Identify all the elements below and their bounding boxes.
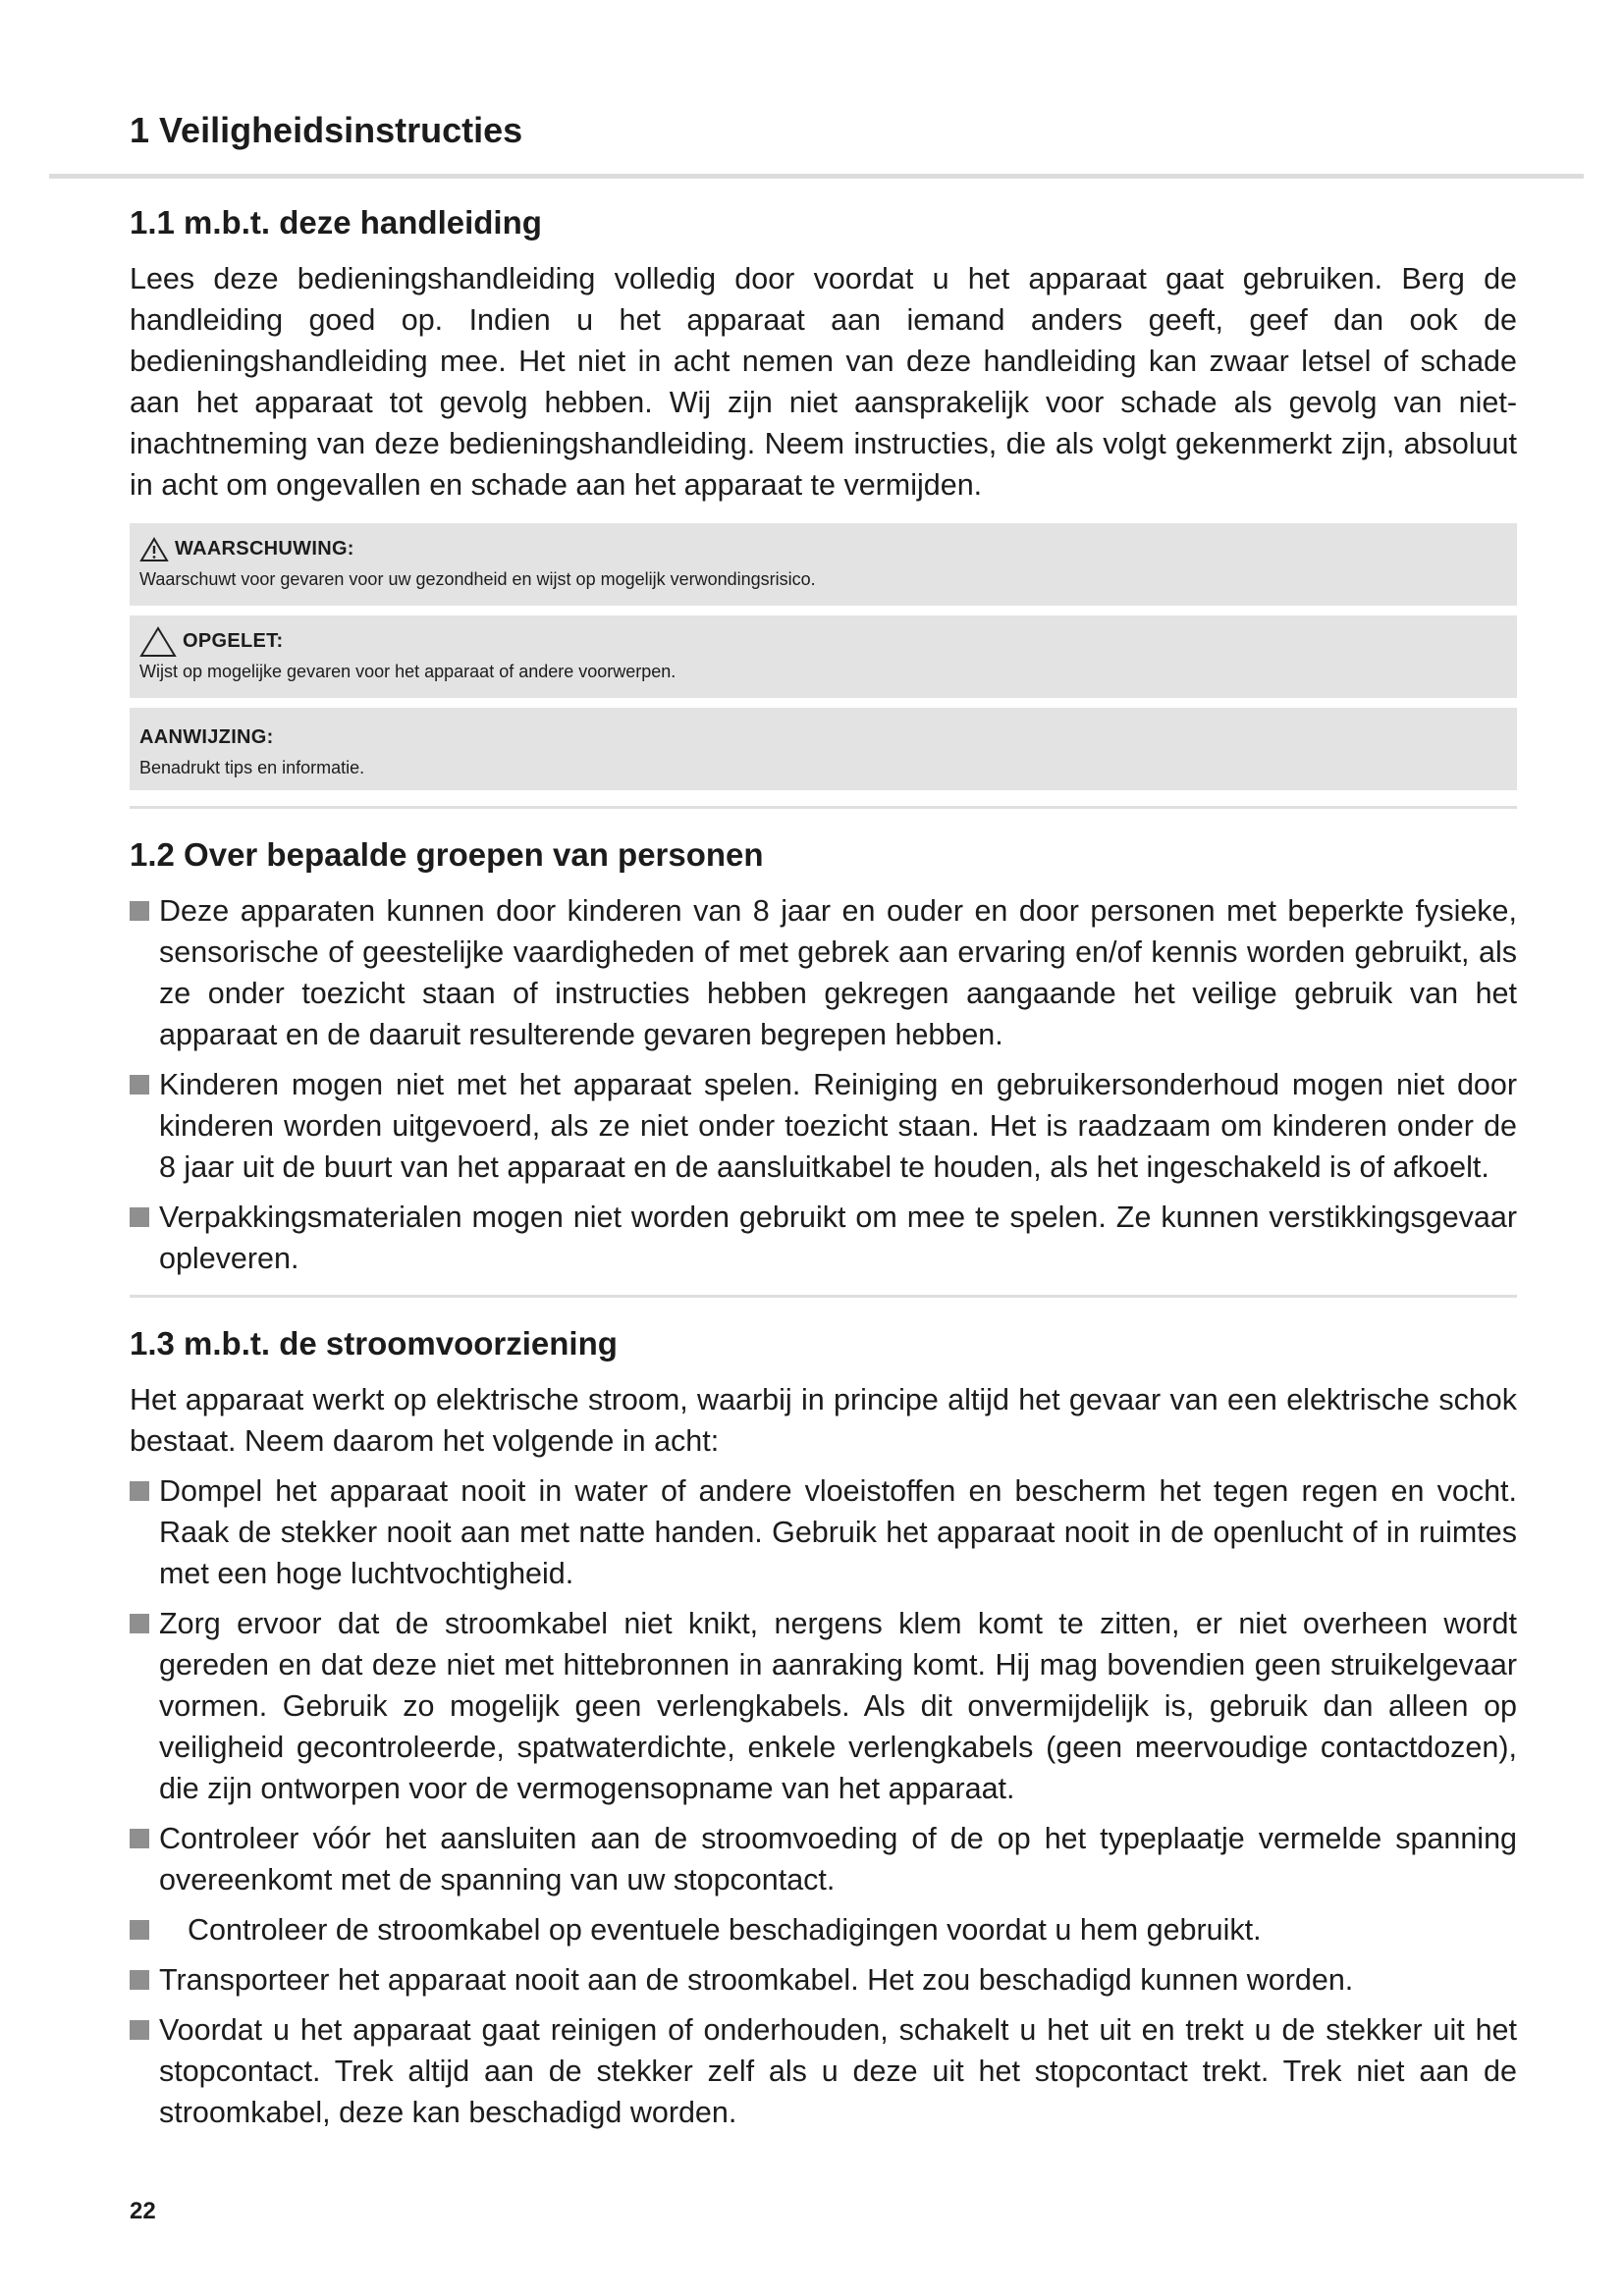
notice-caution-label: OPGELET: (183, 630, 284, 653)
section-1-1-intro: Lees deze bedieningshandleiding volledig door voordat u het apparaat gaat gebruiken. Berg de handleiding goed op. Indien u het apparaat aan iemand anders geeft, geef dan ook de bedieningshandleiding mee. Het niet in acht nemen van deze handleiding kan zwaar letsel of schade aan het apparaat tot gevolg hebben. Wij zijn niet aansprakelijk voor schade als gevolg van niet-inachtneming van deze bedieningshandleiding. Neem instructies, die als volgt gekenmerkt zijn, absoluut in acht om ongevallen en schade aan het apparaat te vermijden. (130, 261, 1517, 502)
bullet-square-icon (130, 1614, 149, 1633)
notice-caution-text: Wijst op mogelijke gevaren voor het apparaat of andere voorwerpen. (139, 661, 677, 681)
page-content (130, 202, 1517, 2142)
list-item: Transporteer het apparaat nooit aan de stroomkabel. Het zou beschadigd kunnen worden. (130, 1959, 1517, 2001)
section-1-3-intro: Het apparaat werkt op elektrische stroom, waarbij in principe altijd het gevaar van een elektrische schok bestaat. Neem daarom het volgende in acht: (130, 1382, 1517, 1458)
section-divider (130, 806, 1517, 809)
bullet-square-icon (130, 1829, 149, 1848)
bullet-square-icon (130, 1075, 149, 1095)
notice-hint-label: AANWIJZING: (139, 726, 274, 749)
chapter-divider (49, 174, 1584, 179)
notice-warning (130, 523, 1517, 606)
list-item: Dompel het apparaat nooit in water of andere vloeistoffen en bescherm het tegen regen en vocht. Raak de stekker nooit aan met natte handen. Gebruik het apparaat nooit in de openlucht of in ruimtes met een hoge luchtvochtigheid. (130, 1470, 1517, 1594)
list-item: Controleer de stroomkabel op eventuele beschadigingen voordat u hem gebruikt. (130, 1909, 1517, 1950)
section-divider (130, 1295, 1517, 1298)
list-item: Controleer vóór het aansluiten aan de stroomvoeding of de op het typeplaatje vermelde spanning overeenkomt met de spanning van uw stopcontact. (130, 1818, 1517, 1900)
section-title-1-3: 1.3 m.b.t. de stroomvoorziening (130, 1324, 618, 1362)
section-title-1-2: 1.2 Over bepaalde groepen van personen (130, 835, 764, 873)
list-item: Deze apparaten kunnen door kinderen van 8 jaar en ouder en door personen met beperkte fysieke, sensorische of geestelijke vaardigheden of met gebrek aan ervaring en/of kennis worden gebruikt, als ze onder toezicht staan of instructies hebben gekregen aangaande het veilige gebruik van het apparaat en de daaruit resulterende gevaren begrepen hebben. (130, 890, 1517, 1055)
bullet-square-icon (130, 901, 149, 921)
section-title-1-1: 1.1 m.b.t. deze handleiding (130, 204, 542, 240)
chapter-title: 1 Veiligheidsinstructies (130, 110, 523, 150)
notice-caution (130, 615, 1517, 698)
bullet-square-icon (130, 2020, 149, 2040)
notice-warning-label: WAARSCHUWING: (175, 538, 354, 561)
bullet-square-icon (130, 1970, 149, 1990)
notice-warning-text: Waarschuwt voor gevaren voor uw gezondheid en wijst op mogelijk verwondingsrisico. (139, 568, 816, 589)
list-item: Voordat u het apparaat gaat reinigen of onderhouden, schakelt u het uit en trekt u de stekker uit het stopcontact. Trek altijd aan de stekker zelf als u deze uit het stopcontact trekt. Trek niet aan de stroomkabel, deze kan beschadigd worden. (130, 2009, 1517, 2133)
bullet-square-icon (130, 1481, 149, 1501)
list-item: Zorg ervoor dat de stroomkabel niet knikt, nergens klem komt te zitten, er niet overheen wordt gereden en dat deze niet met hittebronnen in aanraking komt. Hij mag bovendien geen struikelgevaar vormen. Gebruik zo mogelijk geen verlengkabels. Als dit onvermijdelijk is, gebruik dan alleen op veiligheid gecontroleerde, spatwaterdichte, enkele verlengkabels (geen meervoudige contactdozen), die zijn ontworpen voor de vermogensopname van het apparaat. (130, 1603, 1517, 1809)
warning-triangle-icon (139, 537, 169, 562)
list-item: Kinderen mogen niet met het apparaat spelen. Reiniging en gebruikersonderhoud mogen niet door kinderen worden uitgevoerd, als ze niet onder toezicht staan. Het is raadzaam om kinderen onder de 8 jaar uit de buurt van het apparaat en de aansluitkabel te houden, als het ingeschakeld is of afkoelt. (130, 1064, 1517, 1188)
page-number: 22 (130, 2198, 156, 2224)
notice-hint-text: Benadrukt tips en informatie. (139, 757, 365, 777)
list-item: Verpakkingsmaterialen mogen niet worden gebruikt om mee te spelen. Ze kunnen verstikkingsgevaar opleveren. (130, 1197, 1517, 1279)
bullet-square-icon (130, 1207, 149, 1227)
bullet-square-icon (130, 1920, 149, 1940)
caution-triangle-icon (139, 626, 177, 658)
notice-hint (130, 708, 1517, 790)
